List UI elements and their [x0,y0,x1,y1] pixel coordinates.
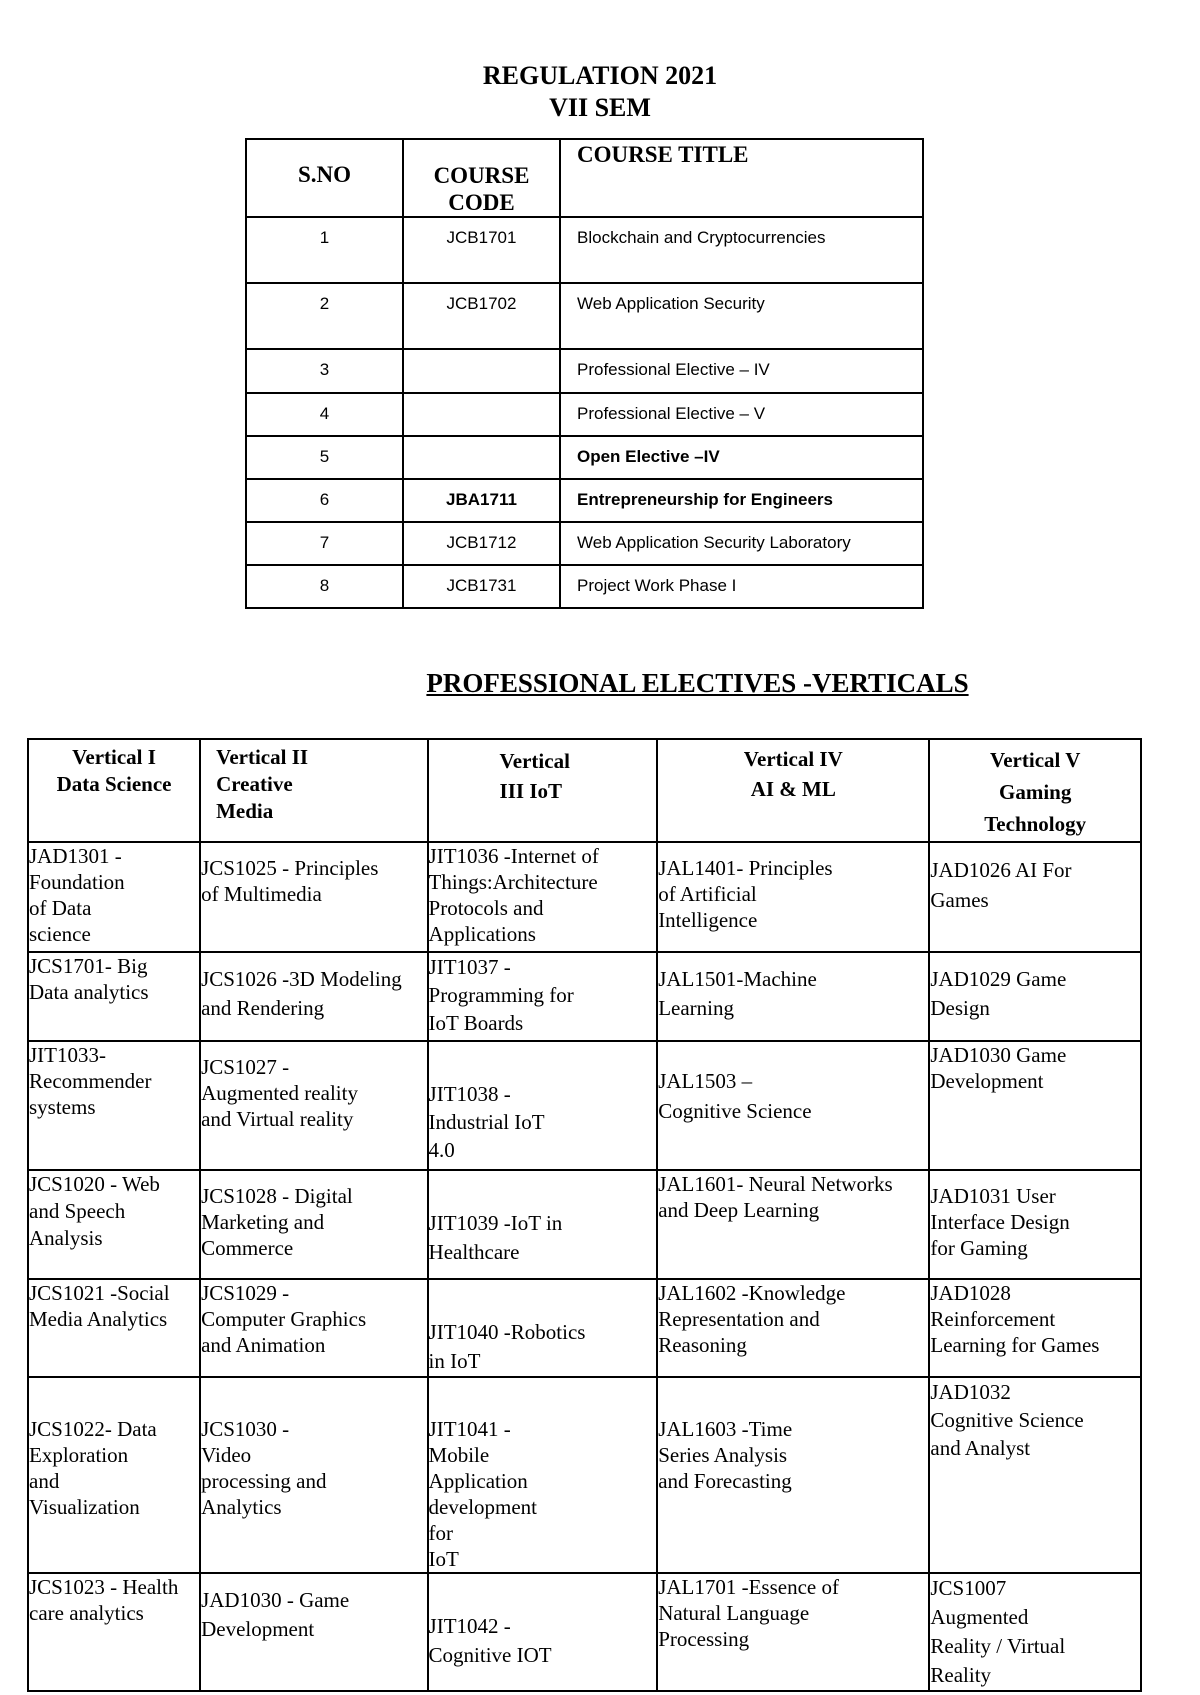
course-title-cell: Professional Elective – IV [560,349,923,393]
elective-cell: JAD1032 Cognitive Science and Analyst [930,1380,1084,1460]
sno-cell: 7 [246,522,403,565]
course-title-header: COURSE TITLE [560,139,923,217]
table-row [246,349,923,393]
elective-cell: JCS1025 - Principles of Multimedia [201,856,379,906]
elective-cell: JCS1028 - Digital Marketing and Commerce [201,1184,353,1260]
table-row [246,522,923,565]
elective-cell: JIT1042 - Cognitive IOT [428,1614,552,1667]
elective-cell: JAD1028 Reinforcement Learning for Games [930,1281,1100,1357]
table-row [28,952,1141,1041]
professional-electives-heading: PROFESSIONAL ELECTIVES -VERTICALS [426,668,969,698]
elective-cell: JCS1023 - Health care analytics [29,1575,179,1625]
elective-cell: JIT1036 -Internet of Things:Architecture Protocols and Applications [428,844,599,946]
elective-cell: JAD1030 - Game Development [201,1588,350,1641]
elective-cell: JCS1021 -Social Media Analytics [29,1281,170,1331]
elective-cell: JCS1022- Data Exploration and Visualization [29,1417,157,1519]
vertical-5-header: Vertical V Gaming Technology [984,748,1087,836]
elective-cell: JAL1603 -Time Series Analysis and Forecasting [658,1417,793,1493]
course-code-cell [403,393,560,436]
table-row [28,1279,1141,1377]
vertical-4-header: Vertical IV AI & ML [743,747,843,801]
table-row [246,436,923,479]
sno-cell: 1 [246,217,403,283]
course-code-cell: JCB1731 [403,565,560,608]
semester-table-header-row [246,139,923,217]
course-code-header: COURSE CODE [403,139,560,217]
table-row [28,1170,1141,1279]
sno-cell: 3 [246,349,403,393]
semester-course-table [245,138,924,609]
table-row [246,283,923,349]
course-code-cell: JCB1712 [403,522,560,565]
table-row [28,842,1141,952]
elective-cell: JAD1031 User Interface Design for Gaming [930,1184,1070,1260]
sno-cell: 2 [246,283,403,349]
elective-cell: JCS1027 - Augmented reality and Virtual reality [201,1055,358,1131]
elective-cell: JAL1601- Neural Networks and Deep Learning [658,1172,893,1222]
sno-cell: 5 [246,436,403,479]
course-title-cell: Web Application Security [560,283,923,349]
table-row [246,565,923,608]
elective-cell: JAL1501-Machine Learning [658,967,817,1020]
elective-cell: JAD1029 Game Design [930,967,1067,1020]
course-title-cell: Blockchain and Cryptocurrencies [560,217,923,283]
elective-cell: JCS1029 - Computer Graphics and Animation [201,1281,367,1357]
professional-electives-table [27,738,1142,1692]
elective-cell: JAD1026 AI For Games [930,858,1072,912]
elective-cell: JAL1602 -Knowledge Representation and Reasoning [658,1281,846,1357]
elective-cell: JAL1701 -Essence of Natural Language Processing [658,1575,839,1651]
verticals-header-row [28,739,1141,842]
table-row [28,1573,1141,1691]
course-code-cell: JCB1701 [403,217,560,283]
table-row [246,393,923,436]
course-code-cell [403,436,560,479]
elective-cell: JCS1020 - Web and Speech Analysis [29,1172,160,1250]
elective-cell: JIT1033- Recommender systems [29,1043,152,1119]
elective-cell: JCS1701- Big Data analytics [29,954,149,1004]
sno-header: S.NO [246,139,403,217]
semester-title: VII SEM [549,93,651,122]
course-code-cell: JCB1702 [403,283,560,349]
course-title-cell: Entrepreneurship for Engineers [560,479,923,522]
elective-cell: JIT1039 -IoT in Healthcare [428,1211,563,1264]
elective-cell: JIT1040 -Robotics in IoT [428,1320,586,1373]
elective-cell: JAD1301 - Foundation of Data science [29,844,125,946]
course-title-cell: Project Work Phase I [560,565,923,608]
elective-cell: JAL1401- Principles of Artificial Intelligence [658,856,833,932]
vertical-2-header: Vertical II Creative Media [216,745,309,823]
elective-cell: JIT1037 - Programming for IoT Boards [428,955,574,1035]
sno-cell: 6 [246,479,403,522]
elective-cell: JIT1038 - Industrial IoT 4.0 [428,1082,545,1162]
course-title-cell: Web Application Security Laboratory [560,522,923,565]
course-title-cell: Open Elective –IV [560,436,923,479]
table-row [246,217,923,283]
course-code-cell: JBA1711 [403,479,560,522]
elective-cell: JAD1030 Game Development [930,1043,1067,1093]
elective-cell: JCS1007 Augmented Reality / Virtual Reality [930,1576,1066,1687]
sno-cell: 4 [246,393,403,436]
elective-cell: JAL1503 – Cognitive Science [658,1069,812,1123]
sno-cell: 8 [246,565,403,608]
table-row [28,1377,1141,1573]
course-title-cell: Professional Elective – V [560,393,923,436]
elective-cell: JCS1026 -3D Modeling and Rendering [201,967,402,1020]
table-row [28,1041,1141,1170]
course-code-cell [403,349,560,393]
vertical-1-header: Vertical I Data Science [56,745,172,796]
vertical-3-header: Vertical III IoT [499,749,570,803]
regulation-title: REGULATION 2021 [482,61,718,90]
table-row [246,479,923,522]
elective-cell: JIT1041 - Mobile Application development for IoT [428,1417,538,1571]
elective-cell: JCS1030 - Video processing and Analytics [201,1417,327,1519]
